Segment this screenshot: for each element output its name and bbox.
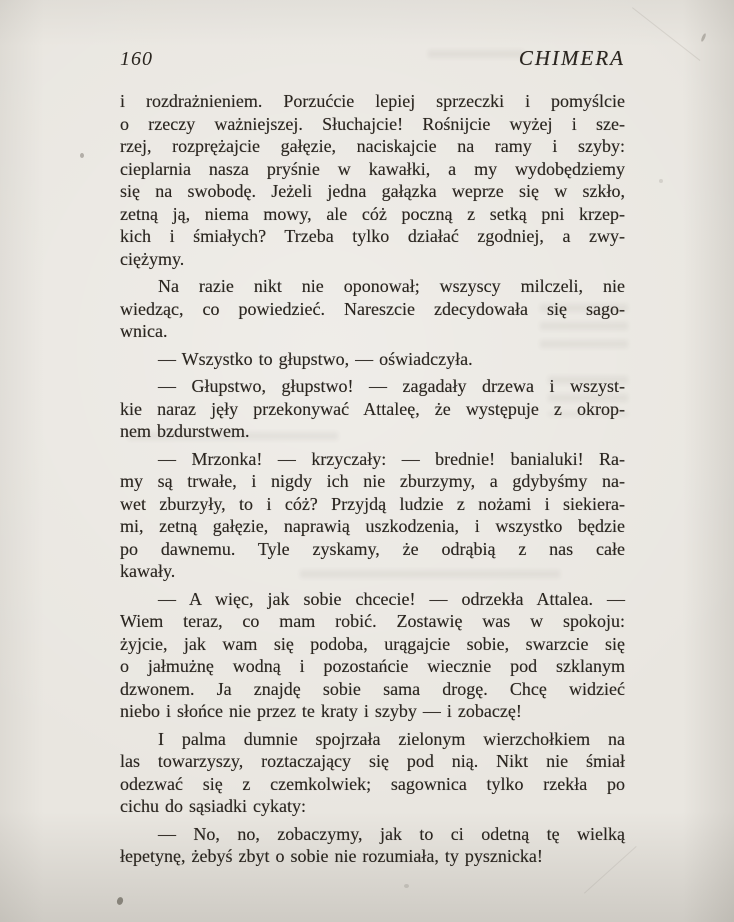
- text-line: — Głupstwo, głupstwo! — zagadały drzewa i wszyst-: [158, 376, 625, 396]
- text-line: cieplarnia nasza pryśnie w kawałki, a my wydobędziemy: [120, 158, 625, 179]
- text-line: po dawnemu. Tyle zyskamy, że odrąbią z nas całe: [120, 538, 625, 559]
- text-line: wnica.: [120, 321, 168, 341]
- text-line: o rzeczy ważniejszej. Słuchajcie! Rośnijcie wyżej i sze-: [120, 113, 625, 134]
- running-header: [120, 46, 625, 71]
- scan-speck: [80, 153, 84, 158]
- crease-line: [632, 7, 700, 61]
- paragraph: [120, 823, 625, 868]
- text-line: ciężymy.: [120, 248, 185, 269]
- paragraph: [120, 588, 625, 723]
- show-through-mark: [548, 372, 628, 416]
- text-line: kawały.: [120, 561, 176, 581]
- text-line: — A więc, jak sobie chcecie! — odrzekła Attalea. —: [158, 588, 625, 609]
- text-line: wiedząc, co powiedzieć. Nareszcie zdecydowała się sago-: [120, 298, 625, 319]
- text-line: — Wszystko to głupstwo, — oświadczyła.: [158, 348, 473, 369]
- text-line: Wiem teraz, co mam robić. Zostawię was w spokoju:: [120, 611, 625, 631]
- text-line: i rozdrażnieniem. Porzućcie lepiej sprzeczki i pomyślcie: [120, 91, 625, 111]
- paragraph: [120, 90, 625, 270]
- scan-speck: [659, 179, 663, 183]
- text-line: o jałmużnę wodną i pozostańcie wiecznie pod szklanym: [120, 656, 625, 676]
- running-title: CHIMERA: [518, 46, 625, 70]
- text-line: las towarzyszy, roztaczający się pod nią. Nikt nie śmiał: [120, 751, 625, 771]
- page-number: 160: [120, 48, 153, 70]
- text-line: żyjcie, jak wam się podoba, urągajcie sobie, swarzcie się: [120, 633, 625, 654]
- show-through-mark: [300, 566, 560, 586]
- text-line: się na swobodę. Jeżeli jedna gałązka weprze się w szkło,: [120, 181, 625, 201]
- text-line: Na razie nikt nie oponował; wszyscy milczeli, nie: [158, 276, 625, 296]
- show-through-mark: [128, 428, 338, 448]
- text-line: wet zburzyły, to i cóż? Przyjdą ludzie z nożami i siekiera-: [120, 493, 625, 514]
- text-line: kie naraz jęły przekonywać Attaleę, że występuje z okrop-: [120, 398, 625, 419]
- text-line: mi, zetną gałęzie, naprawią uszkodzenia, i wszystko będzie: [120, 516, 625, 536]
- text-line: dzwonem. Ja znajdę sobie sama drogę. Chcę widzieć: [120, 678, 625, 699]
- scan-speck: [404, 884, 409, 888]
- text-line: kich i śmiałych? Trzeba tylko działać zgodniej, a zwy-: [120, 226, 625, 246]
- text-line: rzej, rozprężajcie gałęzie, naciskajcie na ramy i szyby:: [120, 136, 625, 156]
- text-line: cichu do sąsiadki cykaty:: [120, 796, 306, 816]
- page-text: [120, 90, 625, 868]
- text-line: niebo i słońce nie przez te kraty i szyby — i zobaczę!: [120, 701, 522, 721]
- scan-speck: [116, 896, 124, 905]
- text-line: — Mrzonka! — krzyczały: — brednie! banialuki! Ra-: [158, 448, 625, 469]
- paragraph: [120, 728, 625, 818]
- text-line: nem bzdurstwem.: [120, 421, 250, 441]
- text-line: zetną ją, niema mowy, ale cóż poczną z setką pni krzep-: [120, 203, 625, 224]
- paragraph: [120, 448, 625, 583]
- text-line: łepetynę, żebyś zbyt o sobie nie rozumiała, ty pysznicka!: [120, 846, 543, 866]
- show-through-mark: [428, 46, 524, 68]
- text-line: my są trwałe, i nigdy ich nie zburzymy, a gdybyśmy na-: [120, 471, 625, 491]
- text-line: odezwać się z czemkolwiek; sagownica tylko rzekła po: [120, 773, 625, 794]
- text-line: — No, no, zobaczymy, jak to ci odetną tę wielką: [158, 823, 625, 844]
- text-line: I palma dumnie spojrzała zielonym wierzchołkiem na: [158, 728, 625, 749]
- scan-speck: [700, 33, 706, 42]
- show-through-mark: [540, 300, 628, 348]
- paragraph: [120, 348, 625, 371]
